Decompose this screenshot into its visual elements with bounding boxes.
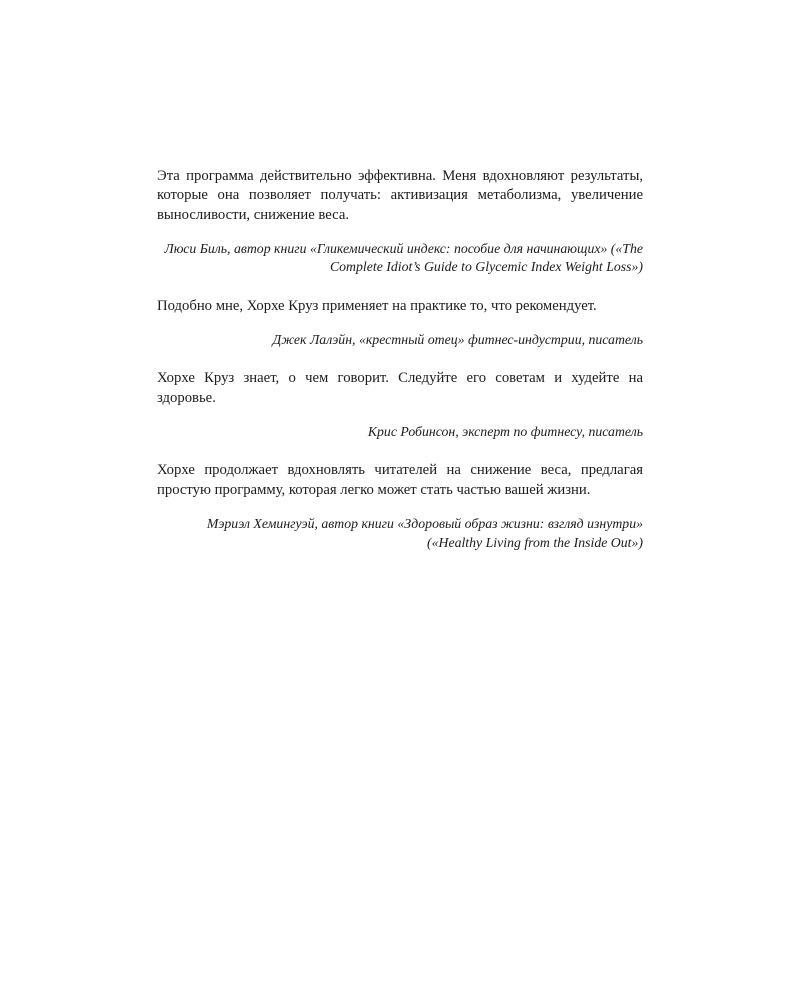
testimonial-4-attribution: Мэриэл Хемингуэй, автор книги «Здоровый образ жизни: взгляд изнутри» («Healthy Living from the Inside Out») <box>206 516 643 550</box>
testimonials-block <box>157 152 643 569</box>
testimonial-1-body: Эта программа действительно эффективна. Меня вдохновляют результаты, которые она позволяет получать: активизация метаболизма, увеличение выносливости, снижение веса. <box>157 167 643 223</box>
testimonial-3 <box>157 369 643 441</box>
testimonial-1 <box>157 167 643 277</box>
testimonial-2-attribution: Джек Лалэйн, «крестный отец» фитнес-индустрии, писатель <box>272 331 643 347</box>
testimonial-3-attribution: Крис Робинсон, эксперт по фитнесу, писатель <box>367 424 643 440</box>
testimonial-4-body: Хорхе продолжает вдохновлять читателей на снижение веса, предлагая простую программу, которая легко может стать частью вашей жизни. <box>157 462 643 498</box>
testimonial-2-body: Подобно мне, Хорхе Круз применяет на практике то, что рекомендует. <box>157 297 597 314</box>
testimonial-1-attribution: Люси Биль, автор книги «Гликемический индекс: пособие для начинающих» («The Complete Idiot’s Guide to Glycemic Index Weight Loss») <box>164 241 643 275</box>
testimonial-2 <box>157 297 643 350</box>
testimonial-4 <box>157 461 643 551</box>
testimonial-3-body: Хорхе Круз знает, о чем говорит. Следуйте его советам и худейте на здоровье. <box>157 370 643 406</box>
